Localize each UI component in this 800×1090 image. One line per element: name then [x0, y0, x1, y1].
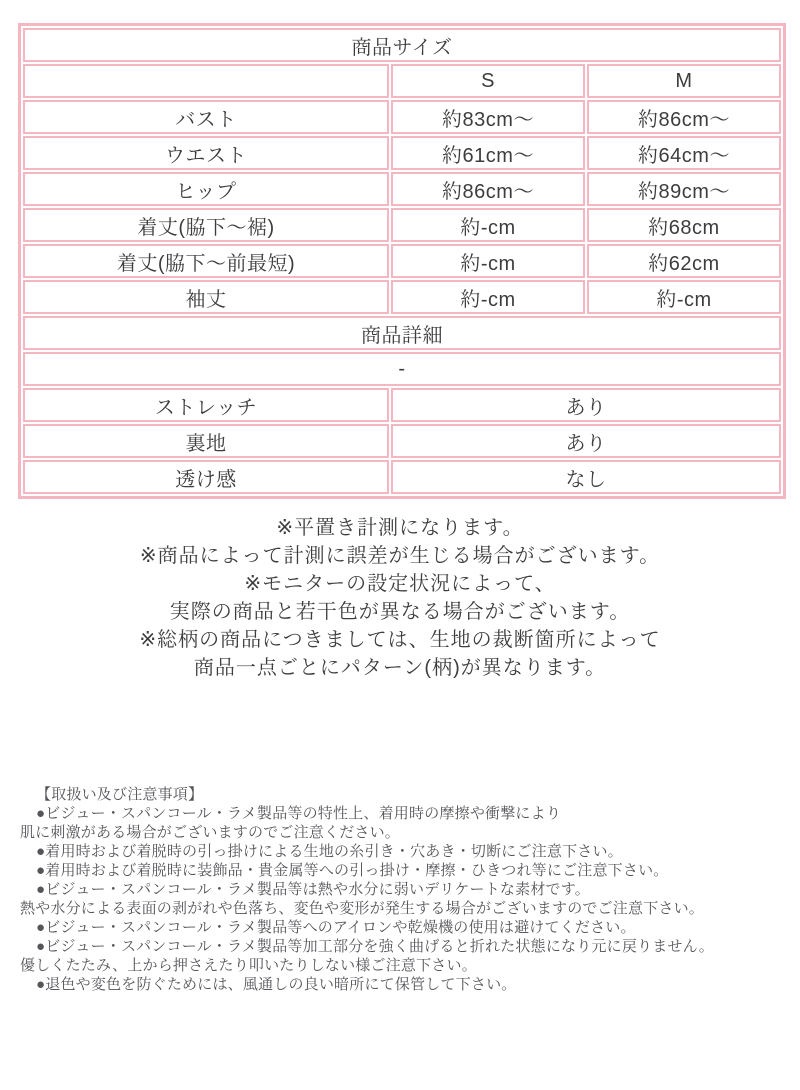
care-heading: 【取扱い及び注意事項】 [36, 786, 204, 803]
size-value-m: 約68cm [587, 208, 781, 242]
size-row-label: 着丈(脇下〜前最短) [23, 244, 389, 278]
care-line: ●ビジュー・スパンコール・ラメ製品等加工部分を強く曲げると折れた状態になり元に戻りません。 [36, 938, 714, 955]
note-line: 商品一点ごとにパターン(柄)が異なります。 [193, 657, 607, 679]
size-row-label: ウエスト [23, 136, 389, 170]
measurement-notes [0, 514, 800, 682]
size-column-header-m: M [587, 64, 781, 98]
care-line: ●ビジュー・スパンコール・ラメ製品等の特性上、着用時の摩擦や衝撃により [36, 805, 562, 822]
size-row-length-hem [23, 208, 781, 242]
size-value-s: 約-cm [391, 280, 585, 314]
size-header-empty-cell [23, 64, 389, 98]
care-line: 肌に刺激がある場合がございますのでご注意ください。 [20, 824, 401, 841]
size-value-m: 約62cm [587, 244, 781, 278]
size-value-s: 約61cm〜 [391, 136, 585, 170]
detail-value-row [23, 352, 781, 386]
size-row-label: 袖丈 [23, 280, 389, 314]
size-table-title: 商品サイズ [23, 28, 781, 62]
care-line: ●退色や変色を防ぐためには、風通しの良い暗所にて保管して下さい。 [36, 976, 517, 993]
size-row-length-front [23, 244, 781, 278]
size-table [18, 23, 786, 499]
detail-row-label: 透け感 [23, 460, 389, 494]
detail-row-value: あり [391, 424, 781, 458]
size-value-s: 約86cm〜 [391, 172, 585, 206]
size-column-header-s: S [391, 64, 585, 98]
detail-header-row [23, 316, 781, 350]
care-line: ●ビジュー・スパンコール・ラメ製品等は熱や水分に弱いデリケートな素材です。 [36, 881, 590, 898]
size-table-title-row [23, 28, 781, 62]
detail-row-value: なし [391, 460, 781, 494]
size-value-m: 約89cm〜 [587, 172, 781, 206]
size-row-bust [23, 100, 781, 134]
size-row-waist [23, 136, 781, 170]
care-instructions [0, 785, 800, 994]
detail-value: - [23, 352, 781, 386]
product-spec-page [0, 23, 800, 1090]
care-line: 熱や水分による表面の剥がれや色落ち、変色や変形が発生する場合がございますのでご注意下さい。 [20, 900, 705, 917]
detail-row-lining [23, 424, 781, 458]
detail-row-label: 裏地 [23, 424, 389, 458]
detail-row-value: あり [391, 388, 781, 422]
detail-row-label: ストレッチ [23, 388, 389, 422]
size-row-label: 着丈(脇下〜裾) [23, 208, 389, 242]
size-value-s: 約-cm [391, 244, 585, 278]
size-value-s: 約-cm [391, 208, 585, 242]
size-row-label: ヒップ [23, 172, 389, 206]
size-row-hip [23, 172, 781, 206]
detail-row-stretch [23, 388, 781, 422]
size-value-m: 約64cm〜 [587, 136, 781, 170]
care-line: ●着用時および着脱時に装飾品・貴金属等への引っ掛け・摩擦・ひきつれ等にご注意下さい。 [36, 862, 669, 879]
care-line: 優しくたたみ、上から押さえたり叩いたりしない様ご注意下さい。 [20, 957, 477, 974]
note-line: 実際の商品と若干色が異なる場合がございます。 [169, 601, 631, 623]
size-value-m: 約-cm [587, 280, 781, 314]
detail-header: 商品詳細 [23, 316, 781, 350]
care-line: ●ビジュー・スパンコール・ラメ製品等へのアイロンや乾燥機の使用は避けてください。 [36, 919, 636, 936]
size-row-sleeve [23, 280, 781, 314]
care-line: ●着用時および着脱時の引っ掛けによる生地の糸引き・穴あき・切断にご注意下さい。 [36, 843, 623, 860]
note-line: ※平置き計測になります。 [276, 517, 524, 539]
note-line: ※総柄の商品につきましては、生地の裁断箇所によって [139, 629, 661, 651]
size-table-header-row [23, 64, 781, 98]
size-value-s: 約83cm〜 [391, 100, 585, 134]
note-line: ※モニターの設定状況によって、 [244, 573, 556, 595]
note-line: ※商品によって計測に誤差が生じる場合がございます。 [139, 545, 661, 567]
size-value-m: 約86cm〜 [587, 100, 781, 134]
detail-row-sheerness [23, 460, 781, 494]
size-row-label: バスト [23, 100, 389, 134]
